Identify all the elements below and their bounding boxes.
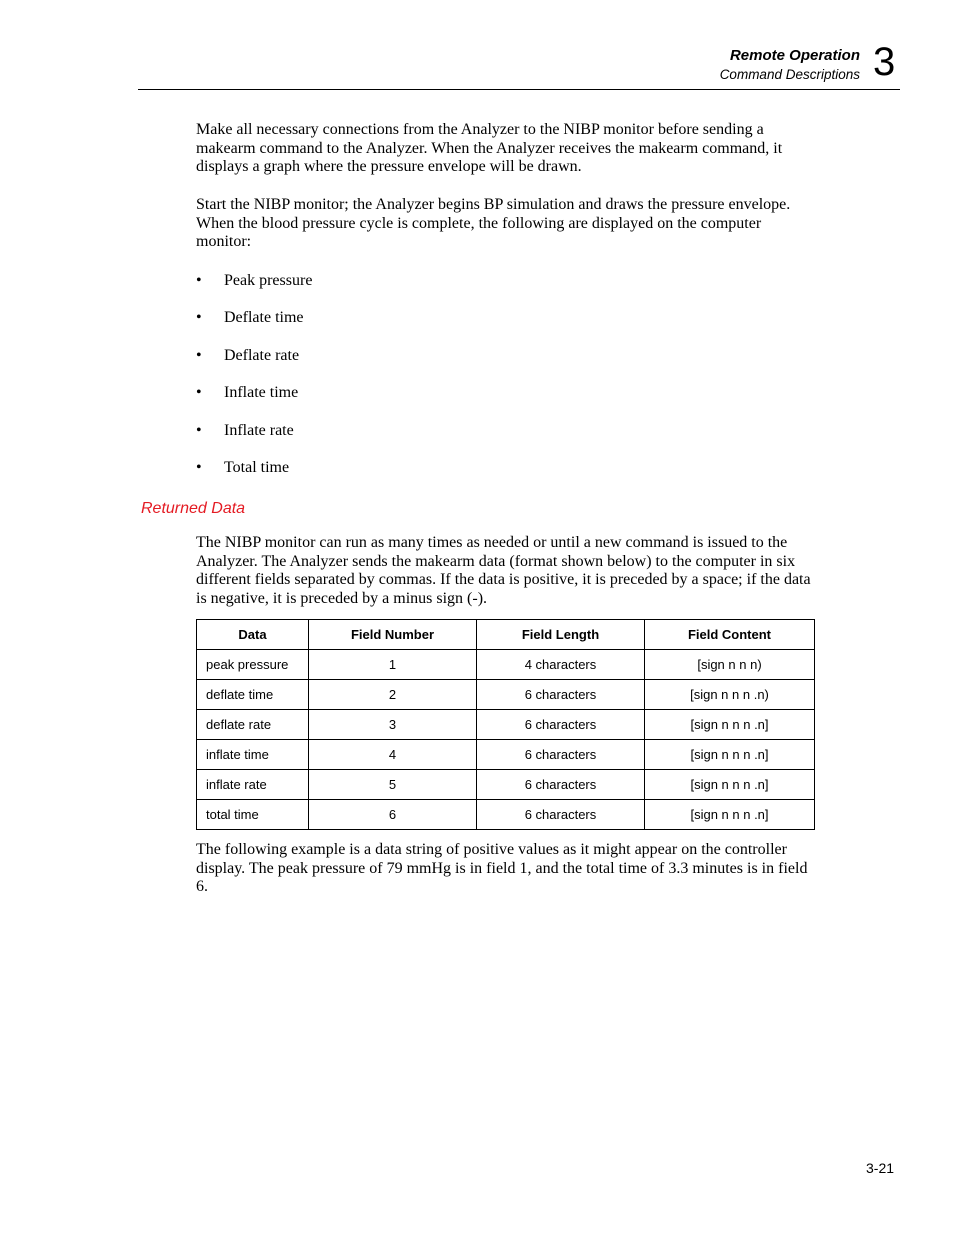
bullet-icon: • [196, 458, 202, 476]
table-cell: 6 characters [477, 680, 645, 710]
bullet-icon: • [196, 272, 202, 289]
table-cell: peak pressure [197, 650, 309, 680]
header-subtitle: Command Descriptions [719, 67, 860, 82]
column-header: Data [197, 620, 309, 650]
table-cell: 1 [309, 650, 477, 680]
table-cell: [sign n n n .n] [645, 710, 815, 740]
list-item: • Deflate time [196, 309, 304, 327]
table-cell: deflate rate [197, 710, 309, 740]
bullet-icon: • [196, 384, 202, 402]
table-row [197, 800, 815, 830]
list-item: • Inflate rate [196, 421, 294, 439]
bullet-icon: • [196, 309, 202, 327]
intro-paragraph-2: Start the NIBP monitor; the Analyzer begins BP simulation and draws the pressure envelope. When the blood pressure cycle is complete, the following are displayed on the computer monitor: [196, 196, 791, 250]
table-cell: [sign n n n .n] [645, 770, 815, 800]
header-title: Remote Operation [729, 47, 860, 64]
table-cell: 6 [309, 800, 477, 830]
table-cell: 6 characters [477, 740, 645, 770]
table-cell: inflate time [197, 740, 309, 770]
table-cell: [sign n n n .n] [645, 800, 815, 830]
table-cell: 5 [309, 770, 477, 800]
table-cell: 6 characters [477, 800, 645, 830]
section-heading: Returned Data [141, 500, 246, 517]
bullet-icon: • [196, 346, 202, 364]
table-cell: 4 characters [477, 650, 645, 680]
table-cell: 2 [309, 680, 477, 710]
column-header: Field Length [477, 620, 645, 650]
column-header: Field Content [645, 620, 815, 650]
table-cell: 4 [309, 740, 477, 770]
table-cell: total time [197, 800, 309, 830]
data-format-table [196, 619, 815, 830]
table-row [197, 650, 815, 680]
page-number: 3-21 [866, 1160, 895, 1176]
list-item: • Peak pressure [196, 272, 313, 289]
bullet-list [196, 271, 312, 495]
list-item: • Total time [196, 458, 290, 476]
column-header: Field Number [309, 620, 477, 650]
section-paragraph-1: The NIBP monitor can run as many times as needed or until a new command is issued to the Analyzer. The Analyzer sends the makearm data (format shown below) to the computer in six different fields separated by commas. If the data is positive, it is preceded by a space; if the data is negative, it is preceded by a minus sign (-). [196, 534, 811, 607]
chapter-number: 3 [873, 40, 896, 84]
section-paragraph-2: The following example is a data string of positive values as it might appear on the controller display. The peak pressure of 79 mmHg is in field 1, and the total time of 3.3 minutes is in field 6. [196, 841, 808, 895]
table-header-row [197, 620, 815, 650]
table-row [197, 770, 815, 800]
table-cell: 6 characters [477, 770, 645, 800]
bullet-icon: • [196, 421, 202, 439]
list-item: • Inflate time [196, 384, 299, 402]
table-cell: [sign n n n .n) [645, 680, 815, 710]
table-cell: [sign n n n .n] [645, 740, 815, 770]
intro-paragraph-1: Make all necessary connections from the Analyzer to the NIBP monitor before sending a makearm command to the Analyzer. When the Analyzer receives the makearm command, it displays a graph where the pressure envelope will be drawn. [196, 121, 783, 175]
list-item: • Deflate rate [196, 346, 300, 364]
table-cell: deflate time [197, 680, 309, 710]
table-row [197, 740, 815, 770]
header-rule [138, 89, 900, 90]
table-row [197, 710, 815, 740]
table-cell: 3 [309, 710, 477, 740]
table-cell: inflate rate [197, 770, 309, 800]
table-cell: 6 characters [477, 710, 645, 740]
table-row [197, 680, 815, 710]
table-cell: [sign n n n) [645, 650, 815, 680]
